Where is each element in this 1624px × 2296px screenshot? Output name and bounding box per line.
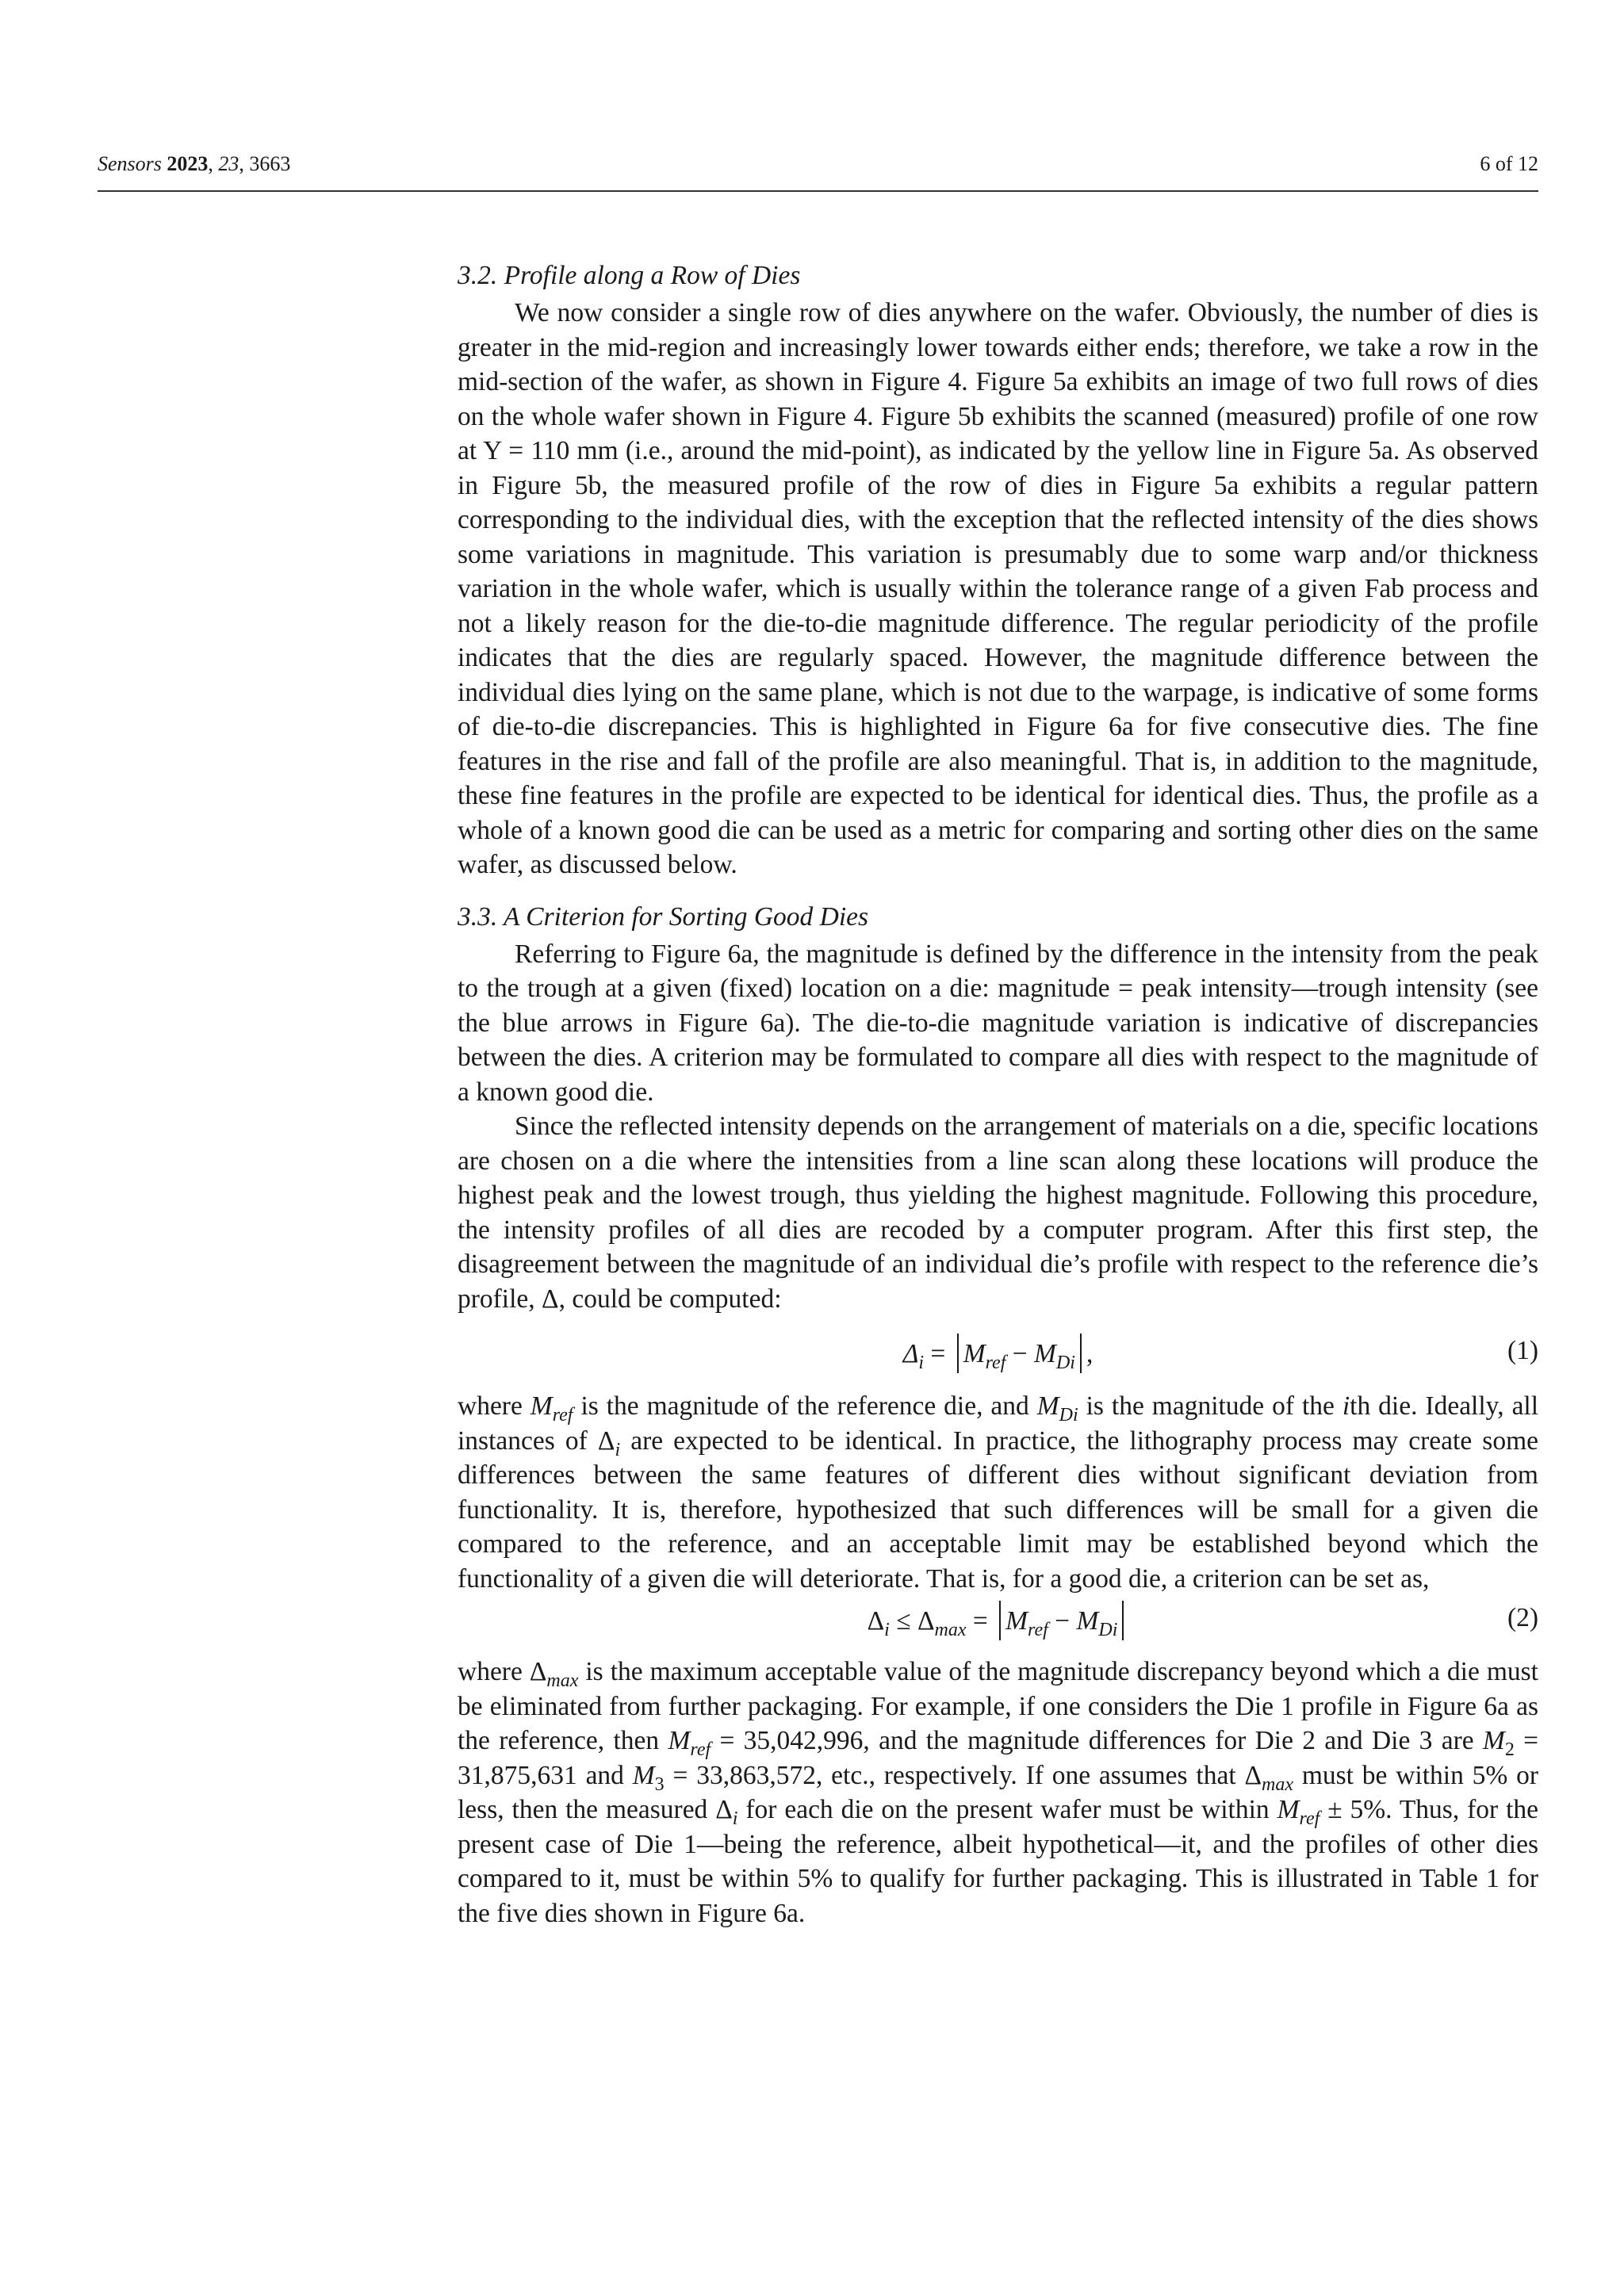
page-number: 6 of 12	[1480, 152, 1538, 175]
section-heading-3-2: 3.2. Profile along a Row of Dies	[458, 261, 801, 290]
equation-2-number: (2)	[1507, 1603, 1538, 1632]
equation-2	[458, 1594, 1538, 1644]
equation-1	[458, 1327, 1538, 1376]
section-heading-3-3: 3.3. A Criterion for Sorting Good Dies	[458, 901, 869, 932]
paragraph-hypothesis: where $M_{ref}$ is the magnitude of the reference die, and $M_{Di}$ is the magnitude of the ith die. Ideally, all instances of $\Delta_i$ are expected to be identical. In practice, the lithography process may create some differences between the same features of different dies without significant deviation from functionality. It is, therefore, hypothesized that such differences will be small for a given die compared to the reference, and an acceptable limit may be established beyond which the functionality of a given die will deteriorate. That is, for a good die, a criterion can be set as,	[458, 1391, 1539, 1594]
equation-2-body: $\Delta_i \le \Delta_{max} = M_{ref} - M_{Di}$	[458, 1601, 1538, 1640]
equation-1-body: $\Delta_i = M_{ref} - M_{Di}$ ,	[458, 1334, 1538, 1373]
journal-citation: Sensors 2023, 23, 3663	[98, 152, 291, 175]
paragraph-procedure: Since the reflected intensity depends on the arrangement of materials on a die, specific locations are chosen on a die where the intensities from a line scan along these locations will produce the highest peak and the lowest trough, thus yielding the highest magnitude. Following this procedure, the intensity profiles of all dies are recoded by a computer program. After this first step, the disagreement between the magnitude of an individual die’s profile with respect to the reference die’s profile, Δ, could be computed:	[458, 1112, 1538, 1314]
paragraph-row-of-dies: We now consider a single row of dies anywhere on the wafer. Obviously, the number of dies is greater in the mid-region and increasingly lower towards either ends; therefore, we take a row in the mid-section of the wafer, as shown in Figure 4. Figure 5a exhibits an image of two full rows of dies on the whole wafer shown in Figure 4. Figure 5b exhibits the scanned (measured) profile of one row at Y = 110 mm (i.e., around the mid-point), as indicated by the yellow line in Figure 5a. As observed in Figure 5b, the measured profile of the row of dies in Figure 5a exhibits a regular pattern corresponding to the individual dies, with the exception that the reflected intensity of the dies shows some variations in magnitude. This variation is presumably due to some warp and/or thickness variation in the whole wafer, which is usually within the tolerance range of a given Fab process and not a likely reason for the die-to-die magnitude difference. The regular periodicity of the profile indicates that the dies are regularly spaced. However, the magnitude difference between the individual dies lying on the same plane, which is not due to the warpage, is indicative of some forms of die-to-die discrepancies. This is highlighted in Figure 6a for five consecutive dies. The fine features in the rise and fall of the profile are also meaningful. That is, in addition to the magnitude, these fine features in the profile are expected to be identical for identical dies. Thus, the profile as a whole of a known good die can be used as a metric for comparing and sorting other dies on the same wafer, as discussed below.	[458, 298, 1538, 879]
article-body	[458, 258, 1538, 1931]
page-header	[98, 149, 1538, 192]
paragraph-example: where $\Delta_{max}$ is the maximum acceptable value of the magnitude discrepancy beyond which a die must be eliminated from further packaging. For example, if one considers the Die 1 profile in Figure 6a as the reference, then $M_{ref} = 35,042,996$, and the magnitude differences for Die 2 and Die 3 are $M_2 = 31,875,631$ and $M_3 = 33,863,572$, etc., respectively. If one assumes that $\Delta_{max}$ must be within 5% or less, then the measured $\Delta_i$ for each die on the present wafer must be within $M_{ref} \pm 5\%$. Thus, for the present case of Die 1—being the reference, albeit hypothetical—it, and the profiles of other dies compared to it, must be within 5% to qualify for further packaging. This is illustrated in Table 1 for the five dies shown in Figure 6a.	[458, 1657, 1539, 1928]
equation-1-number: (1)	[1507, 1336, 1538, 1365]
paragraph-magnitude-definition: Referring to Figure 6a, the magnitude is defined by the difference in the intensity from the peak to the trough at a given (fixed) location on a die: magnitude = peak intensity—trough intensity (see the blue arrows in Figure 6a). The die-to-die magnitude variation is indicative of discrepancies between the dies. A criterion may be formulated to compare all dies with respect to the magnitude of a known good die.	[458, 939, 1538, 1107]
